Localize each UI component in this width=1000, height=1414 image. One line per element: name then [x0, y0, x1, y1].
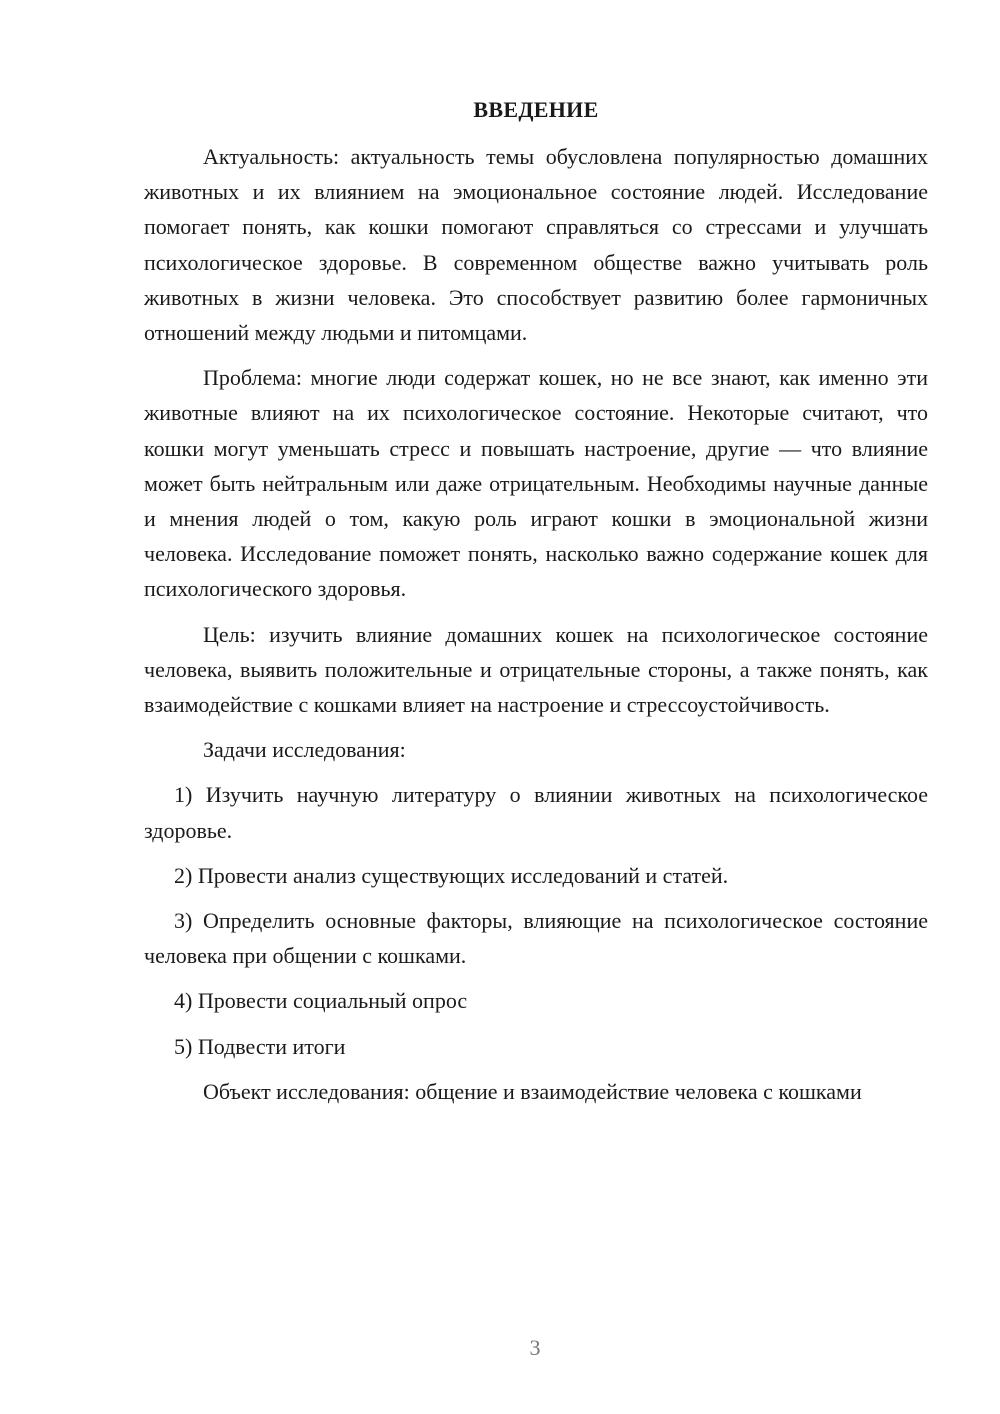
task-item: 1) Изучить научную литературу о влиянии животных на психологическое здоровье.	[144, 782, 928, 843]
research-object-paragraph: Объект исследования: общение и взаимодействие человека с кошками	[203, 1078, 862, 1104]
tasks-heading: Задачи исследования:	[203, 737, 406, 763]
page-content	[144, 92, 928, 1119]
problem-paragraph: Проблема: многие люди содержат кошек, но не все знают, как именно эти животные влияют на их психологическое состояние. Некоторые считают, что кошки могут уменьшать стресс и повышать настроение, другие — что влияние может быть нейтральным или даже отрицательным. Необходимы научные данные и мнения людей о том, какую роль играют кошки в эмоциональной жизни человека. Исследование поможет понять, насколько важно содержание кошек для психологического здоровья.	[144, 365, 928, 602]
page-number: 3	[529, 1335, 541, 1360]
task-item: 2) Провести анализ существующих исследований и статей.	[174, 862, 729, 888]
task-item: 3) Определить основные факторы, влияющие на психологическое состояние человека при общении с кошками.	[144, 908, 928, 969]
goal-paragraph: Цель: изучить влияние домашних кошек на психологическое состояние человека, выявить положительные и отрицательные стороны, а также понять, как взаимодействие с кошками влияет на настроение и стрессоустойчивость.	[144, 621, 928, 718]
relevance-paragraph: Актуальность: актуальность темы обусловлена популярностью домашних животных и их влиянием на эмоциональное состояние людей. Исследование помогает понять, как кошки помогают справляться со стрессами и улучшать психологическое здоровье. В современном обществе важно учитывать роль животных в жизни человека. Это способствует развитию более гармоничных отношений между людьми и питомцами.	[144, 144, 928, 346]
task-item: 5) Подвести итоги	[174, 1033, 346, 1059]
section-title: ВВЕДЕНИЕ	[473, 97, 599, 122]
task-item: 4) Провести социальный опрос	[174, 988, 468, 1014]
